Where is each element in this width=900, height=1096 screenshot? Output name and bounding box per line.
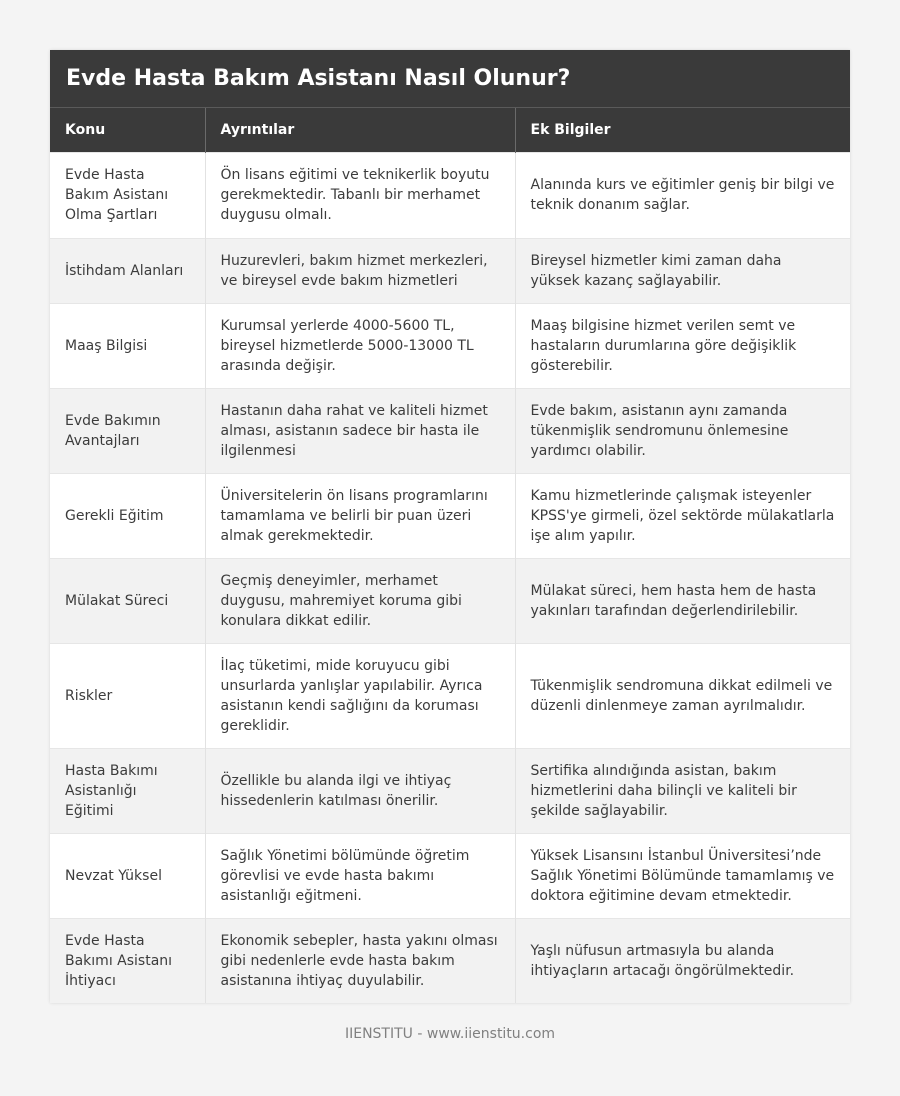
cell-ek-bilgiler: Alanında kurs ve eğitimler geniş bir bilgi ve teknik donanım sağlar. <box>515 152 850 238</box>
cell-konu: İstihdam Alanları <box>50 238 205 303</box>
cell-konu: Hasta Bakımı Asistanlığı Eğitimi <box>50 748 205 833</box>
cell-ek-bilgiler: Sertifika alındığında asistan, bakım hizmetlerini daha bilinçli ve kaliteli bir şekilde sağlayabilir. <box>515 748 850 833</box>
info-table <box>50 108 850 1003</box>
table-row <box>50 833 850 918</box>
table-row <box>50 388 850 473</box>
cell-ayrintilar: Hastanın daha rahat ve kaliteli hizmet alması, asistanın sadece bir hasta ile ilgilenmesi <box>205 388 515 473</box>
footer-credit: IIENSTITU - www.iienstitu.com <box>344 1026 556 1042</box>
column-header-ek-bilgiler: Ek Bilgiler <box>515 108 850 152</box>
cell-ayrintilar: İlaç tüketimi, mide koruyucu gibi unsurlarda yanlışlar yapılabilir. Ayrıca asistanın kendi sağlığını da koruması gereklidir. <box>205 643 515 748</box>
cell-ayrintilar: Ekonomik sebepler, hasta yakını olması gibi nedenlerle evde hasta bakım asistanına ihtiyaç duyulabilir. <box>205 918 515 1003</box>
table-row <box>50 643 850 748</box>
info-table-card <box>50 50 850 1003</box>
cell-konu: Nevzat Yüksel <box>50 833 205 918</box>
cell-ek-bilgiler: Evde bakım, asistanın aynı zamanda tükenmişlik sendromunu önlemesine yardımcı olabilir. <box>515 388 850 473</box>
cell-konu: Maaş Bilgisi <box>50 303 205 388</box>
table-row <box>50 152 850 238</box>
cell-ek-bilgiler: Yaşlı nüfusun artmasıyla bu alanda ihtiyaçların artacağı öngörülmektedir. <box>515 918 850 1003</box>
cell-ayrintilar: Ön lisans eğitimi ve teknikerlik boyutu gerekmektedir. Tabanlı bir merhamet duygusu olmalı. <box>205 152 515 238</box>
cell-konu: Evde Bakımın Avantajları <box>50 388 205 473</box>
table-row <box>50 303 850 388</box>
header-row <box>50 108 850 152</box>
cell-konu: Mülakat Süreci <box>50 558 205 643</box>
cell-ayrintilar: Sağlık Yönetimi bölümünde öğretim görevlisi ve evde hasta bakımı asistanlığı eğitmeni. <box>205 833 515 918</box>
cell-ayrintilar: Kurumsal yerlerde 4000-5600 TL, bireysel hizmetlerde 5000-13000 TL arasında değişir. <box>205 303 515 388</box>
table-body <box>50 152 850 1003</box>
cell-ayrintilar: Huzurevleri, bakım hizmet merkezleri, ve bireysel evde bakım hizmetleri <box>205 238 515 303</box>
cell-ayrintilar: Geçmiş deneyimler, merhamet duygusu, mahremiyet koruma gibi konulara dikkat edilir. <box>205 558 515 643</box>
table-header <box>50 108 850 152</box>
cell-ayrintilar: Üniversitelerin ön lisans programlarını tamamlama ve belirli bir puan üzeri almak gerekmektedir. <box>205 473 515 558</box>
cell-konu: Riskler <box>50 643 205 748</box>
cell-konu: Evde Hasta Bakımı Asistanı İhtiyacı <box>50 918 205 1003</box>
table-row <box>50 558 850 643</box>
cell-ek-bilgiler: Mülakat süreci, hem hasta hem de hasta yakınları tarafından değerlendirilebilir. <box>515 558 850 643</box>
cell-ek-bilgiler: Tükenmişlik sendromuna dikkat edilmeli ve düzenli dinlenmeye zaman ayrılmalıdır. <box>515 643 850 748</box>
cell-ayrintilar: Özellikle bu alanda ilgi ve ihtiyaç hissedenlerin katılması önerilir. <box>205 748 515 833</box>
cell-ek-bilgiler: Maaş bilgisine hizmet verilen semt ve hastaların durumlarına göre değişiklik gösterebilir. <box>515 303 850 388</box>
table-row <box>50 748 850 833</box>
table-title: Evde Hasta Bakım Asistanı Nasıl Olunur? <box>50 50 850 108</box>
column-header-ayrintilar: Ayrıntılar <box>205 108 515 152</box>
cell-konu: Gerekli Eğitim <box>50 473 205 558</box>
cell-ek-bilgiler: Kamu hizmetlerinde çalışmak isteyenler KPSS'ye girmeli, özel sektörde mülakatlarla işe alım yapılır. <box>515 473 850 558</box>
cell-ek-bilgiler: Yüksek Lisansını İstanbul Üniversitesi’nde Sağlık Yönetimi Bölümünde tamamlamış ve doktora eğitimine devam etmektedir. <box>515 833 850 918</box>
table-row <box>50 473 850 558</box>
cell-konu: Evde Hasta Bakım Asistanı Olma Şartları <box>50 152 205 238</box>
cell-ek-bilgiler: Bireysel hizmetler kimi zaman daha yüksek kazanç sağlayabilir. <box>515 238 850 303</box>
column-header-konu: Konu <box>50 108 205 152</box>
table-row <box>50 918 850 1003</box>
table-row <box>50 238 850 303</box>
